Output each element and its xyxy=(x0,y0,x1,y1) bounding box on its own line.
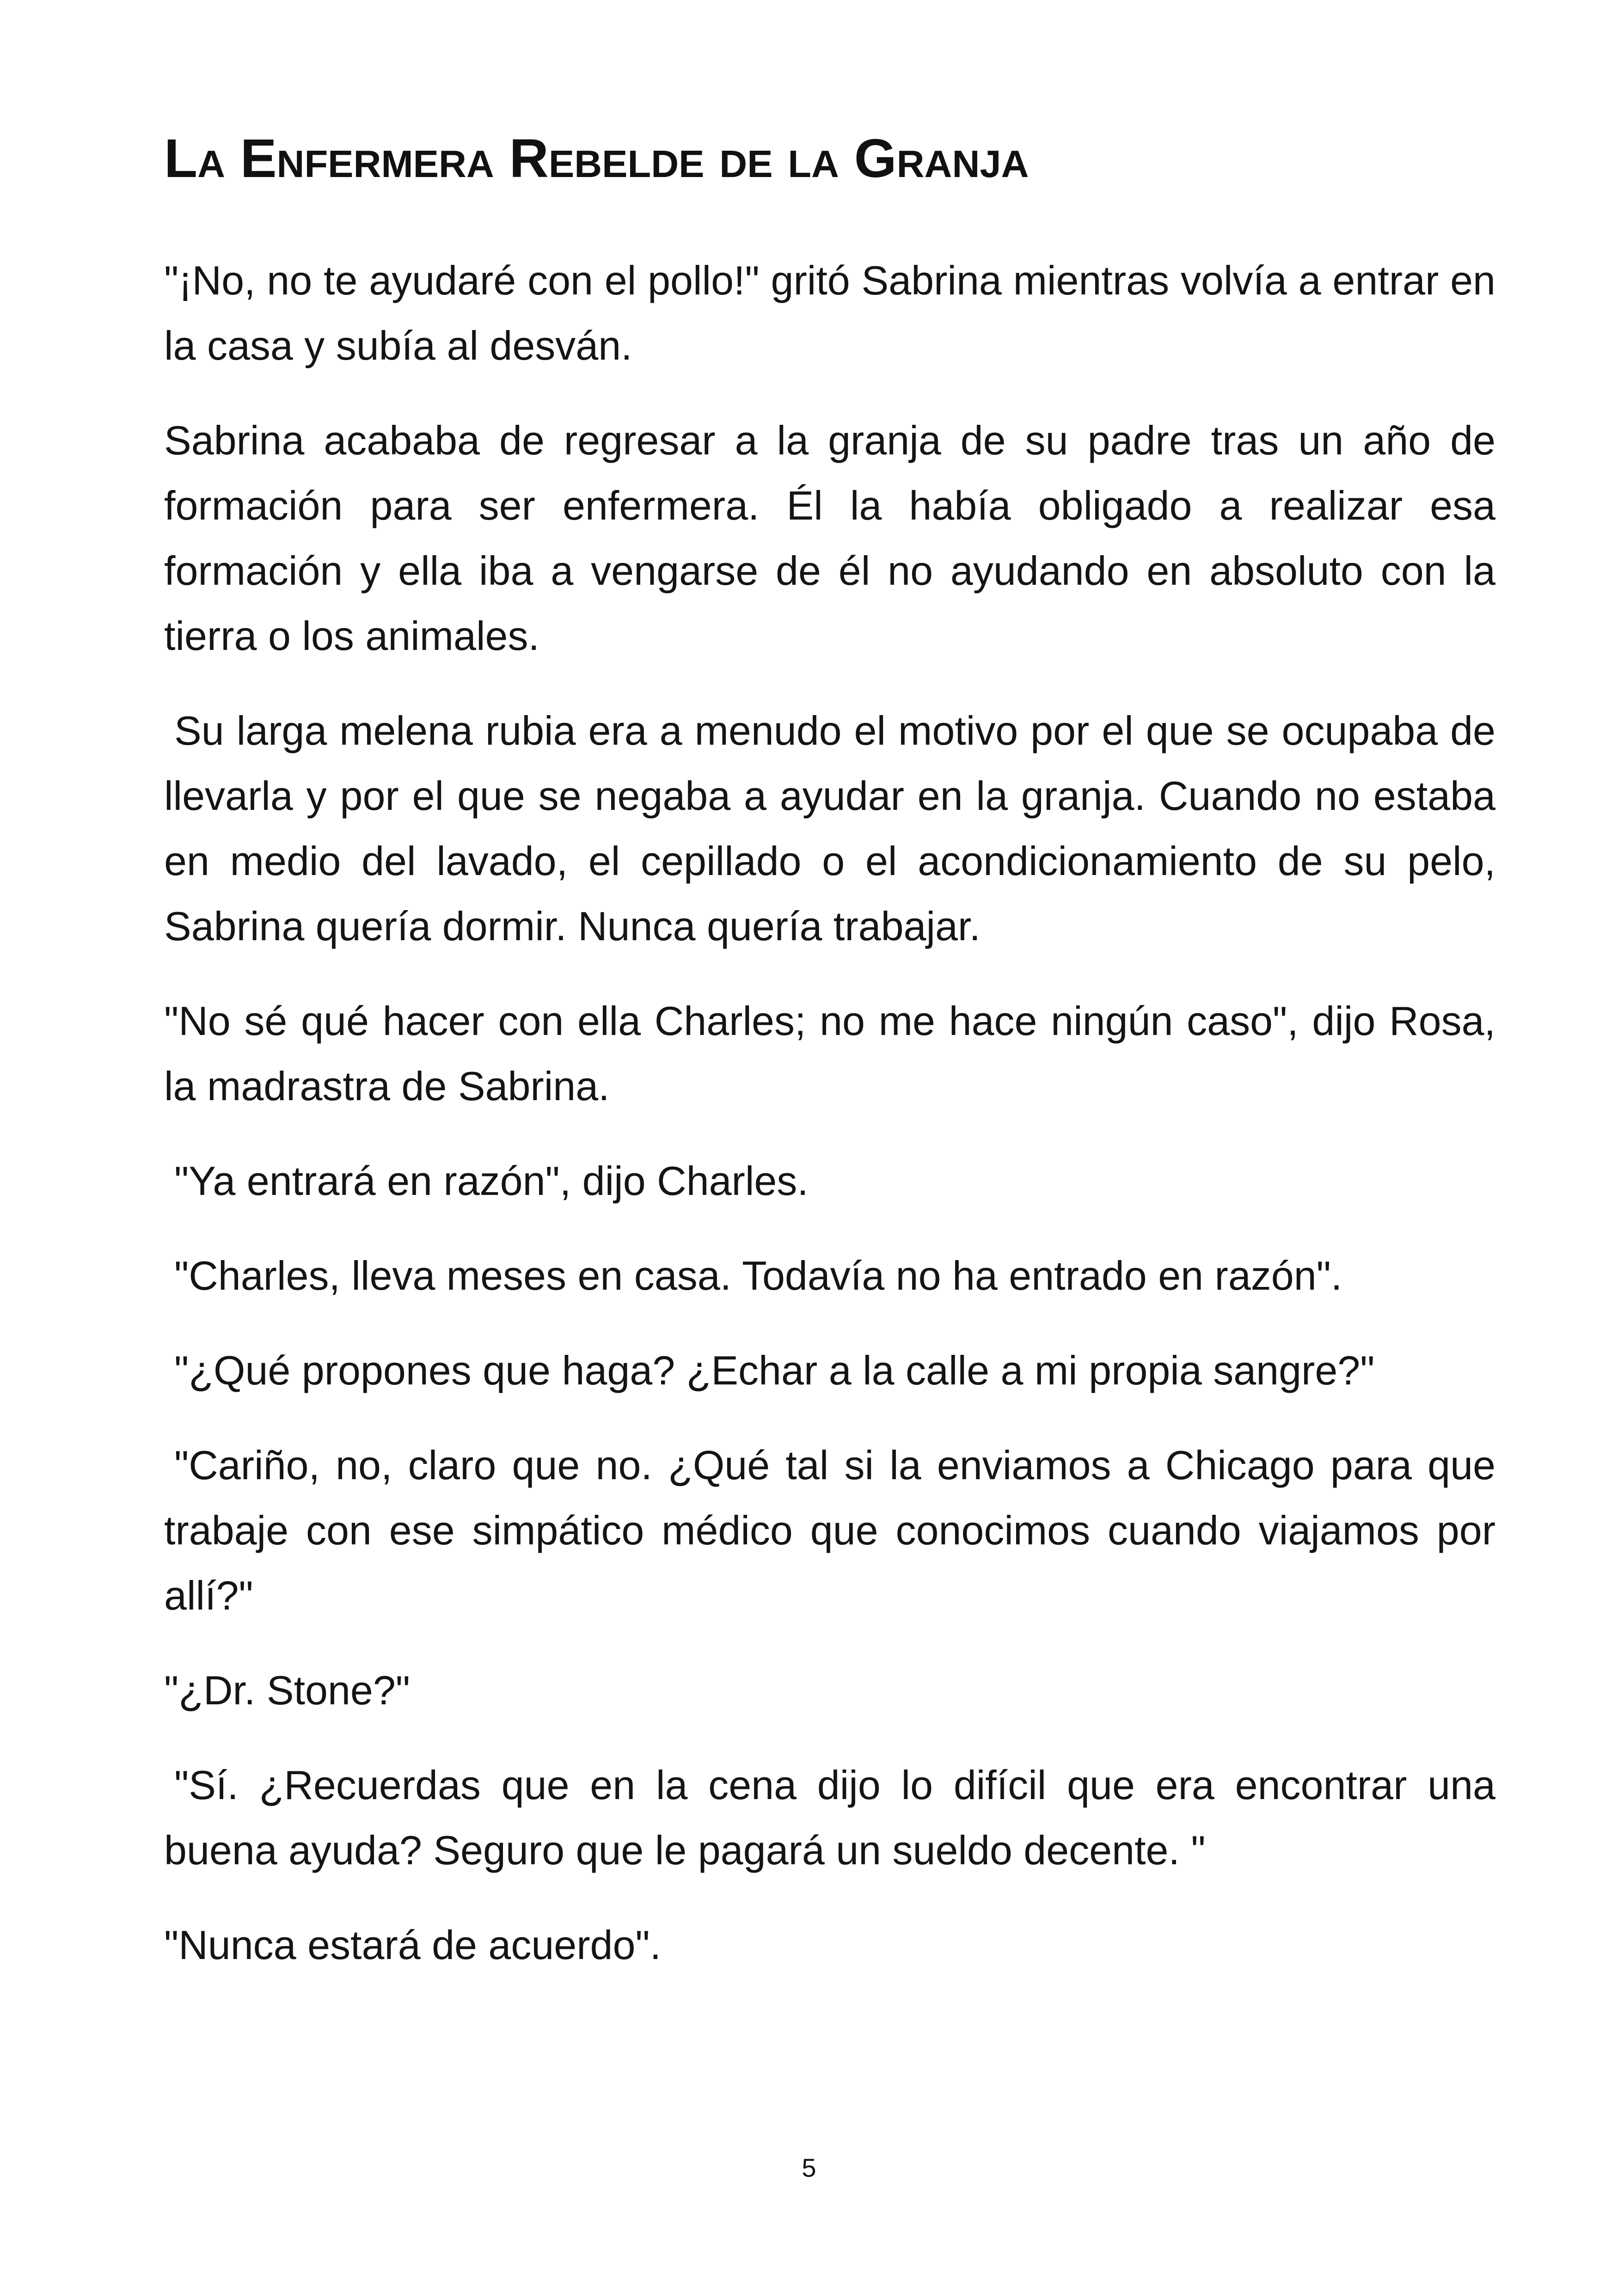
paragraph-10: "Sí. ¿Recuerdas que en la cena dijo lo difícil que era encontrar una buena ayuda? Seguro que le pagará un sueldo decente. " xyxy=(164,1762,1495,1873)
paragraph-3: Su larga melena rubia era a menudo el motivo por el que se ocupaba de llevarla y por el que se negaba a ayudar en la granja. Cuando no estaba en medio del lavado, el cepillado o el acondicionamiento de su pelo, Sabrina quería dormir. Nunca quería trabajar. xyxy=(164,708,1495,949)
paragraph-5: "Ya entrará en razón", dijo Charles. xyxy=(174,1158,809,1204)
paragraph-2: Sabrina acababa de regresar a la granja de su padre tras un año de formación para ser enfermera. Él la había obligado a realizar esa formación y ella iba a vengarse de él no ayudando en absoluto con la tierra o los animales. xyxy=(164,417,1495,659)
paragraph-7: "¿Qué propones que haga? ¿Echar a la calle a mi propia sangre?" xyxy=(174,1347,1375,1393)
document-body xyxy=(164,124,1495,2007)
chapter-title: La Enfermera Rebelde de la Granja xyxy=(164,128,1029,189)
paragraph-1: "¡No, no te ayudaré con el pollo!" gritó Sabrina mientras volvía a entrar en la casa y subía al desván. xyxy=(164,257,1495,368)
paragraph-9: "¿Dr. Stone?" xyxy=(164,1667,411,1713)
paragraph-11: "Nunca estará de acuerdo". xyxy=(164,1922,662,1968)
paragraph-4: "No sé qué hacer con ella Charles; no me hace ningún caso", dijo Rosa, la madrastra de Sabrina. xyxy=(164,998,1495,1109)
paragraph-6: "Charles, lleva meses en casa. Todavía no ha entrado en razón". xyxy=(174,1253,1342,1298)
page-number: 5 xyxy=(802,2153,816,2182)
paragraph-8: "Cariño, no, claro que no. ¿Qué tal si la enviamos a Chicago para que trabaje con ese simpático médico que conocimos cuando viajamos por allí?" xyxy=(164,1442,1495,1618)
